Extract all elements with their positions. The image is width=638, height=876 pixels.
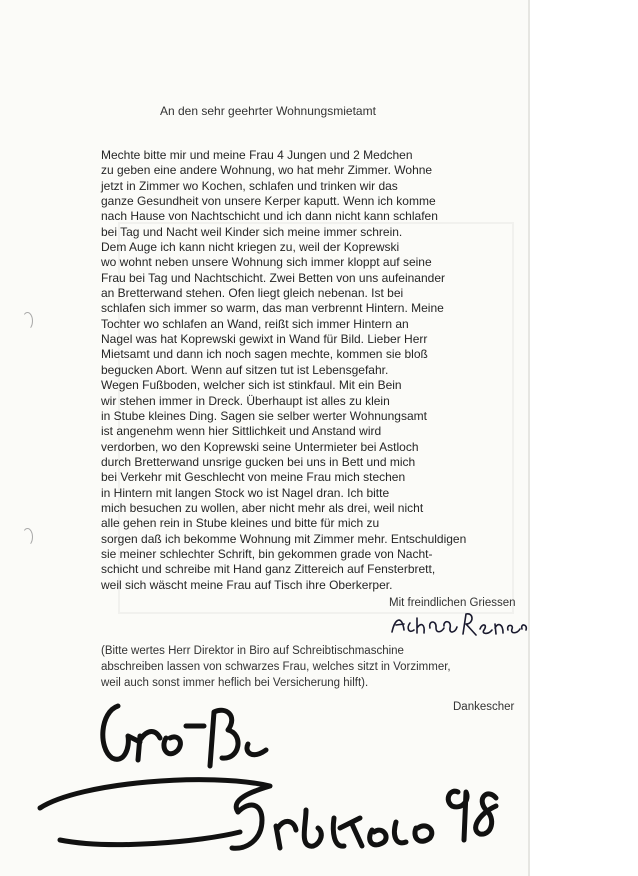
postscript-line: abschreiben lassen von schwarzes Frau, welches sitzt in Vorzimmer, <box>101 661 451 673</box>
body-line: jetzt in Zimmer wo Kochen, schlafen und trinken wir das <box>101 178 398 193</box>
body-line: Mietsamt und dann ich noch sagen mechte, kommen sie bloß <box>101 347 428 362</box>
body-line: sie meiner schlechter Schrift, bin gekommen grade von Nacht- <box>101 546 433 561</box>
letter-title: An den sehr geehrter Wohnungsmietamt <box>160 104 376 118</box>
body-line: Nagel was hat Koprewski gewixt in Wand für Bild. Lieber Herr <box>101 332 428 347</box>
body-line: durch Bretterwand unsrige gucken bei uns in Bett und mich <box>101 454 416 469</box>
body-line: bei Tag und Nacht weil Kinder sich meine immer schrein. <box>101 224 403 239</box>
body-line: alle gehen rein in Stube kleines und bitte für mich zu <box>101 516 380 531</box>
body-line: ganze Gesundheit von unsere Kerper kaputt. Wenn ich komme <box>101 194 436 209</box>
body-line: wir stehen immer in Dreck. Überhaupt ist alles zu klein <box>101 393 390 408</box>
body-line: Frau bei Tag und Nachtschicht. Zwei Betten von uns aufeinander <box>101 270 445 285</box>
letter-signature <box>392 614 526 635</box>
body-line: verdorben, wo den Koprewski seine Untermieter bei Astloch <box>101 439 419 454</box>
body-line: bei Verkehr mit Geschlecht von meine Frau mich stechen <box>101 470 406 485</box>
body-line: weil sich wäscht meine Frau auf Tisch ihre Oberkerper. <box>101 577 393 592</box>
body-line: Dem Auge ich kann nicht kriegen zu, weil der Koprewski <box>101 240 400 255</box>
autograph-signature <box>40 706 496 848</box>
body-line: schicht und schreibe mit Hand ganz Zittereich auf Fensterbrett, <box>101 562 436 577</box>
body-line: begucken Abort. Wenn auf sitzen tut ist Lebensgefahr. <box>101 362 389 377</box>
body-line: in Hintern mit langen Stock wo ist Nagel dran. Ich bitte <box>101 485 390 500</box>
body-line: Mechte bitte mir und meine Frau 4 Jungen und 2 Medchen <box>101 148 413 162</box>
letter-thanks: Dankescher <box>453 701 515 713</box>
body-line: zu geben eine andere Wohnung, wo hat mehr Zimmer. Wohne <box>101 163 433 178</box>
body-line: wo wohnt neben unsere Wohnung sich immer kloppt auf seine <box>101 255 432 270</box>
postscript-line: (Bitte wertes Herr Direktor in Biro auf Schreibtischmaschine <box>101 645 404 657</box>
body-line: in Stube kleines Ding. Sagen sie selber werter Wohnungsamt <box>101 408 427 423</box>
body-line: an Bretterwand stehen. Ofen liegt gleich nebenan. Ist bei <box>101 286 404 301</box>
body-line: sorgen daß ich bekomme Wohnung mit Zimmer mehr. Entschuldigen <box>101 531 467 546</box>
body-line: nach Hause von Nachtschicht und ich dann nicht kann schlafen <box>101 209 438 224</box>
body-line: Tochter wo schlafen an Wand, reißt sich immer Hintern an <box>101 316 409 331</box>
body-line: Wegen Fußboden, welcher sich ist stinkfaul. Mit ein Bein <box>101 378 402 393</box>
postscript-line: weil auch sonst immer heflich bei Versicherung hilft). <box>101 677 369 689</box>
letter-closing: Mit freindlichen Griessen <box>389 597 516 609</box>
body-line: mich besuchen zu wollen, aber nicht mehr als drei, weil nicht <box>101 500 424 515</box>
body-line: ist angenehm wenn hier Sittlichkeit und Anstand wird <box>101 424 382 439</box>
body-line: schlafen sich immer so warm, das man verbrennt Hintern. Meine <box>101 301 444 316</box>
